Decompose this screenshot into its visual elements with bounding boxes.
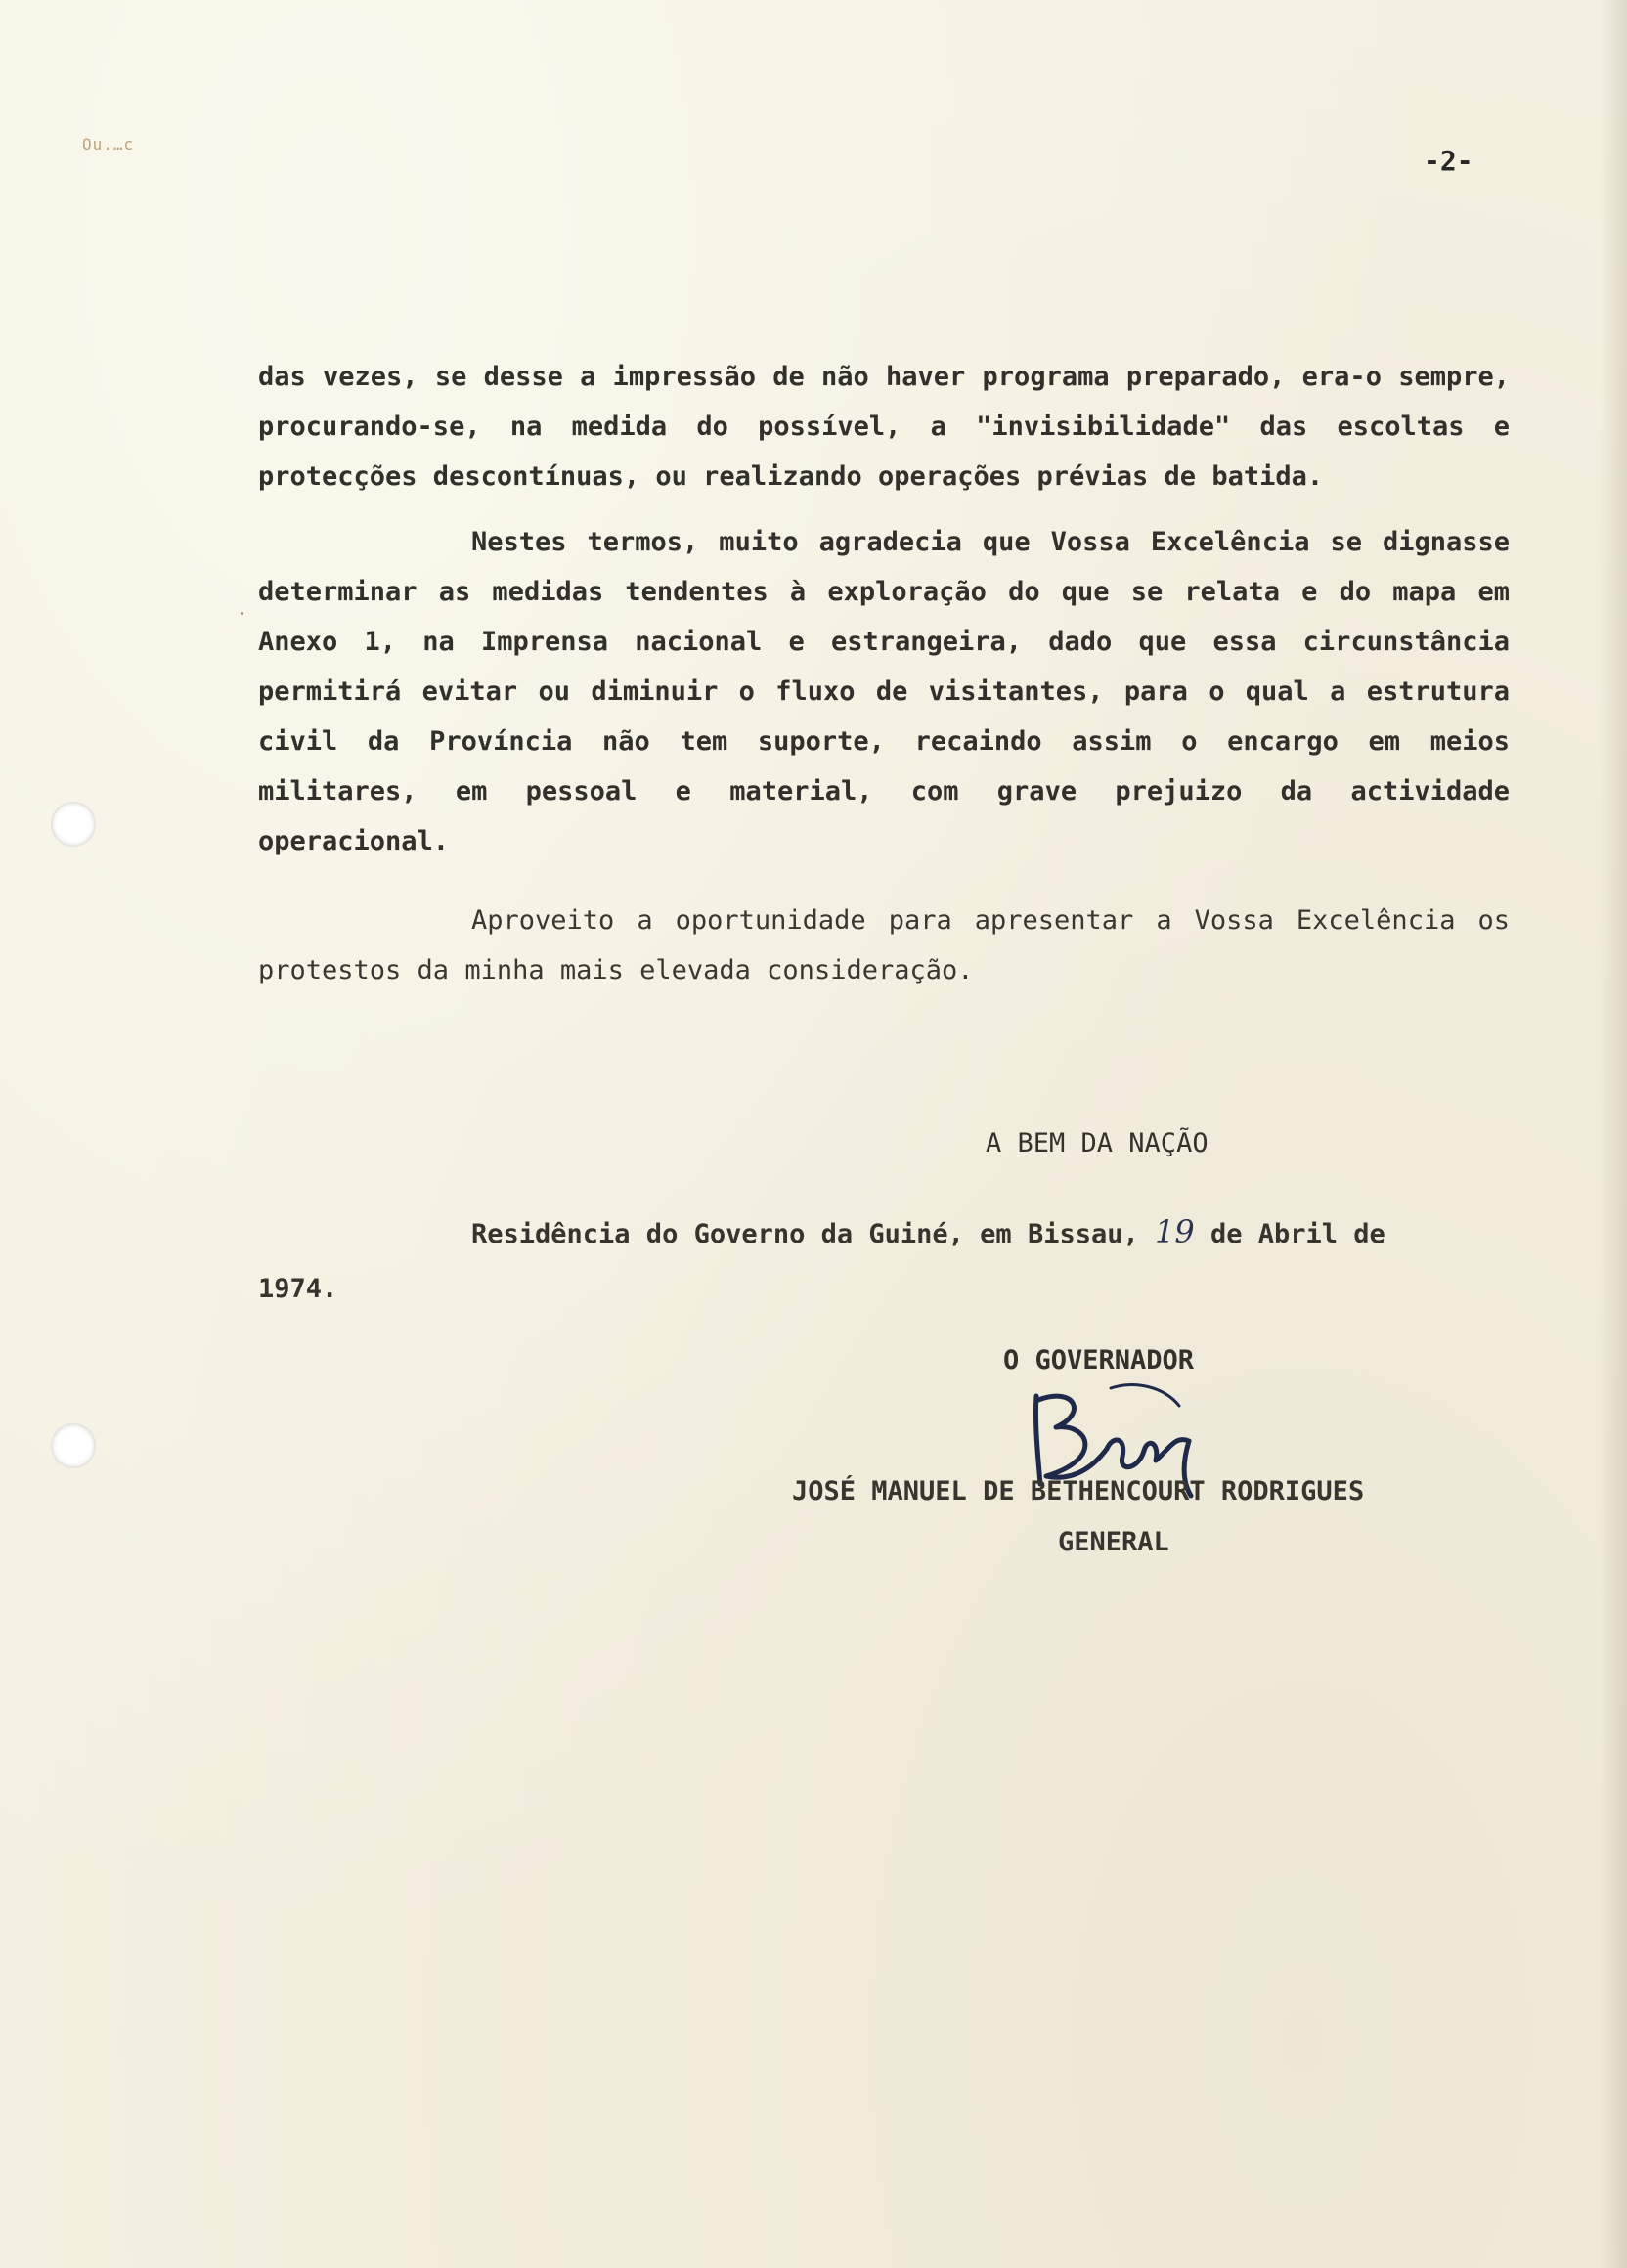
handwritten-day: 19 [1155,1213,1195,1250]
signatory-name: JOSÉ MANUEL DE BETHENCOURT RODRIGUES [792,1476,1365,1506]
place-date-month: de Abril de [1209,1219,1385,1249]
letter-body [258,352,1510,995]
place-date-prefix: Residência do Governo da Guiné, em Bissau, [471,1219,1139,1249]
closing-salutation: A BEM DA NAÇÃO [986,1128,1209,1158]
signatory-rank: GENERAL [1058,1527,1169,1557]
place-date-line [258,1204,1510,1262]
page-number: -2- [1424,145,1473,177]
page-edge-shadow [1600,0,1627,2268]
punch-hole-bottom [51,1423,96,1468]
paragraph-request: Nestes termos, muito agradecia que Vossa Excelência se dignasse determinar as medidas tendentes à exploração do que se relata e do mapa em Anexo 1, na Imprensa nacional e estrangeira, dado que essa circunstância permitirá evitar ou diminuir o fluxo de visitantes, para o qual a estrutura civil da Província não tem suporte, recaindo assim o encargo em meios militares, em pessoal e material, com grave prejuizo da actividade operacional. [258,527,1510,856]
paragraph-continuation: das vezes, se desse a impressão de não haver programa preparado, era-o sempre, procurando-se, na medida do possível, a "invisibilidade" das escoltas e protecções descontínuas, ou realizando operações prévias de batida. [258,362,1510,492]
paper-speck [241,612,243,615]
paragraph-courtesy: Aproveito a oportunidade para apresentar a Vossa Excelência os protestos da minha mais elevada consideração. [258,905,1510,985]
punch-hole-top [51,802,96,847]
corner-mark: Ou.…c [82,135,135,153]
place-date-year: 1974. [258,1274,338,1304]
signatory-role: O GOVERNADOR [1003,1345,1195,1375]
place-and-date [258,1204,1510,1317]
